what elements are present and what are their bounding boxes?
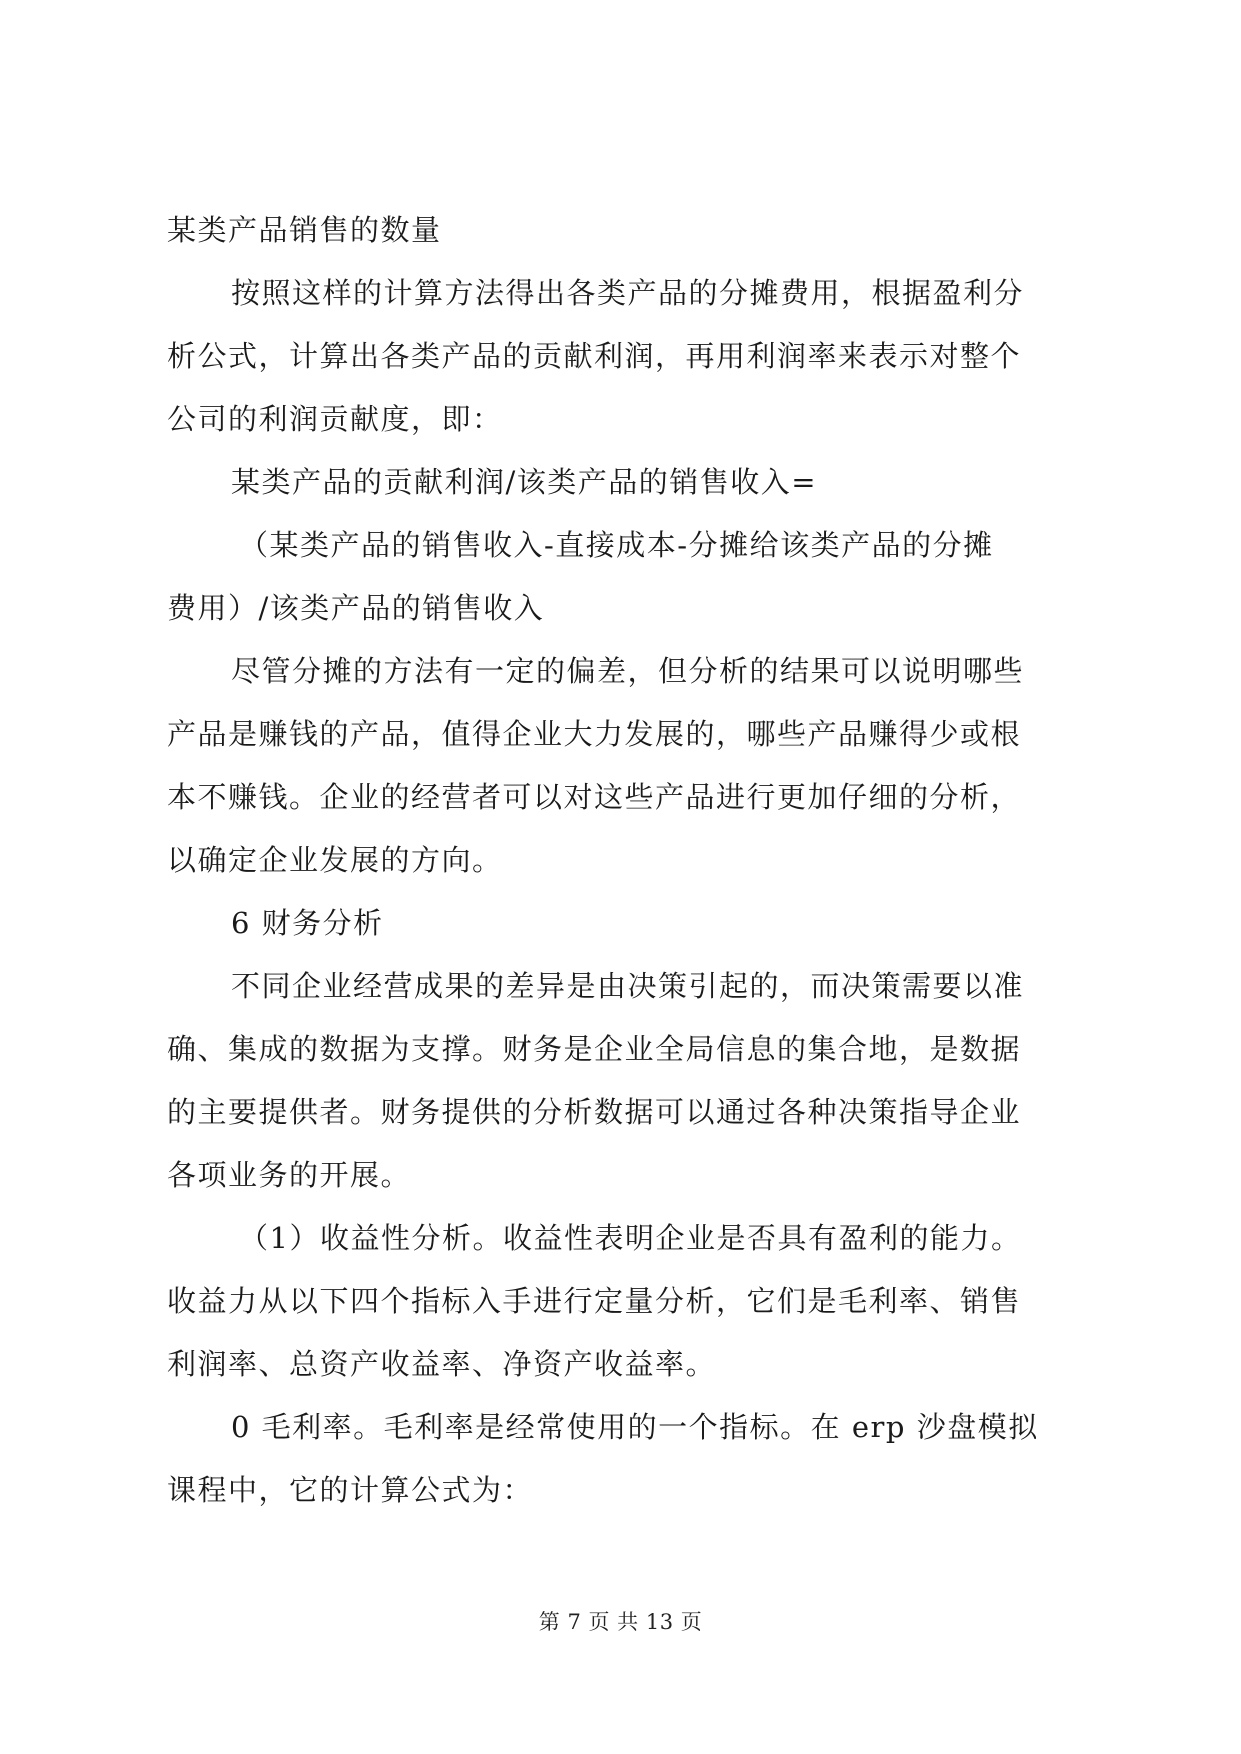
text-line: 某类产品销售的数量 (167, 213, 442, 247)
text-line: （某类产品的销售收入-直接成本-分摊给该类产品的分摊 (239, 528, 994, 562)
text-line: （1）收益性分析。收益性表明企业是否具有盈利的能力。 (239, 1221, 1022, 1255)
text-line: 各项业务的开展。 (167, 1158, 412, 1192)
text-line: 不同企业经营成果的差异是由决策引起的，而决策需要以准 (231, 969, 1025, 1003)
body-text (167, 199, 1077, 1522)
text-line: 尽管分摊的方法有一定的偏差，但分析的结果可以说明哪些 (231, 654, 1025, 688)
section-heading: 6 财务分析 (231, 906, 384, 940)
text-line: 以确定企业发展的方向。 (167, 843, 503, 877)
text-line: 某类产品的贡献利润/该类产品的销售收入= (231, 465, 818, 499)
text-line: 利润率、总资产收益率、净资产收益率。 (167, 1347, 717, 1381)
text-line: 确、集成的数据为支撑。财务是企业全局信息的集合地，是数据 (167, 1032, 1022, 1066)
text-line: 0 毛利率。毛利率是经常使用的一个指标。在 erp 沙盘模拟 (231, 1410, 1039, 1444)
text-line: 按照这样的计算方法得出各类产品的分摊费用，根据盈利分 (231, 276, 1025, 310)
text-line: 产品是赚钱的产品，值得企业大力发展的，哪些产品赚得少或根 (167, 717, 1022, 751)
text-line: 本不赚钱。企业的经营者可以对这些产品进行更加仔细的分析， (167, 780, 1022, 814)
text-line: 公司的利润贡献度，即： (167, 402, 503, 436)
text-line: 析公式，计算出各类产品的贡献利润，再用利润率来表示对整个 (167, 339, 1022, 373)
text-line: 收益力从以下四个指标入手进行定量分析，它们是毛利率、销售 (167, 1284, 1022, 1318)
text-line: 的主要提供者。财务提供的分析数据可以通过各种决策指导企业 (167, 1095, 1022, 1129)
text-line: 费用）/该类产品的销售收入 (167, 591, 545, 625)
text-line: 课程中，它的计算公式为： (167, 1473, 534, 1507)
page-number-footer: 第 7 页 共 13 页 (538, 1610, 703, 1634)
